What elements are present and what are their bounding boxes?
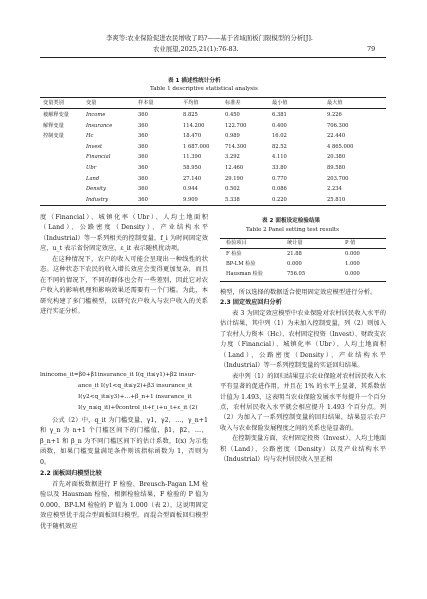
table-cell: 解释变量 xyxy=(43,122,64,129)
table-cell: 11.390 xyxy=(183,154,202,161)
table-cell: 9.909 xyxy=(183,196,198,203)
paragraph: 表中列（1）的回归结果显示农业保险对农村居民收入水平有显著的促进作用，并且在 1% 的水平上显著，其系数估计值为 1.493，这表明当农业保险发展水平每提升一个百分点，农村居民收入水平就会相应提升 1.493 个百分点。列（2）为加入了一系列控制变量的回归结果，结果显示农户收入与农业保险发展程度之间的关系也是显著的。 xyxy=(220,372,386,432)
table-cell: 203.700 xyxy=(327,175,349,182)
table2-bottom-rule xyxy=(220,281,386,282)
table-cell: 1 687.000 xyxy=(183,143,210,150)
table-cell: 360 xyxy=(138,154,148,161)
table-cell: 360 xyxy=(138,133,148,140)
table-cell: 被解释变量 xyxy=(43,112,69,118)
table-cell: 4.110 xyxy=(272,154,287,161)
table-cell: 82.52 xyxy=(272,143,287,150)
citation-line-1: 李爽等:农业保险促进农民增收了吗?——基于省域面板门限模型的分析[J]. xyxy=(106,34,313,42)
table-cell: 122.700 xyxy=(225,122,247,129)
section-heading: 2.2 面板回归模型比较 xyxy=(40,470,102,478)
table-header-cell: 样本量 xyxy=(138,100,154,106)
table-cell: 27.140 xyxy=(183,175,202,182)
paragraph: 公式（2）中，q_it 为门槛变量，γ1，γ2，…，γ_n+1 和 γ_n 为 n+1 个门槛区间下的门槛值，β1，β2，…，β_n+1 和 β_n 为不同门槛区间下的估计系数，I(x) 为示性函数，如果门槛变量满足条件则该指标函数为 1，否则为 0。 xyxy=(40,417,208,466)
table-cell: 89.580 xyxy=(327,165,346,171)
table-cell: 360 xyxy=(138,122,148,129)
table-cell: 756.05 xyxy=(287,271,306,277)
table-cell: 706.300 xyxy=(327,122,349,129)
table-cell: 2.234 xyxy=(327,186,342,193)
table2-caption-cn: 表 2 面板设定检验结果 xyxy=(262,218,321,224)
table-cell: 360 xyxy=(138,186,148,193)
table-cell: 360 xyxy=(138,196,148,203)
table-cell: 0.944 xyxy=(183,186,198,193)
header-rule xyxy=(40,57,386,58)
table-cell: 0.000 xyxy=(287,261,302,267)
table-cell: Insurance xyxy=(86,122,113,129)
table-cell: 0.770 xyxy=(272,175,287,182)
section-heading: 2.3 固定效应回归分析 xyxy=(220,299,282,307)
table-cell: 360 xyxy=(138,112,148,118)
table1-caption-en: Table 1 descriptive statistical analysis xyxy=(150,86,258,92)
table-header-cell: 变量类别 xyxy=(43,100,64,106)
paragraph: 表 3 为固定效应模型中农业保险对农村居民收入水平的估计结果，其中列（1）为未加入控制变量，列（2）则加入了农村人力资本（Hc）、农村固定投资（Invest）、财政支农力度（Financial）、城镇化率（Ubr）、人均土地面积（Land）、公路密度（Density）、产业结构水平（Industrial）等一系列控制变量的实证回归结果。 xyxy=(220,309,386,370)
equation-line: lnincome_it=β0+β1insurance_it I(q_it≤γ1)+β2 insur- xyxy=(40,372,196,378)
equation-line: ance_it I(γ1<q_it≤γ2)+β3 insurance_it xyxy=(78,383,193,389)
table-cell: 16.02 xyxy=(272,133,287,140)
table-header-cell: 变量 xyxy=(86,100,97,106)
table-cell: 1.000 xyxy=(345,261,360,267)
paragraph: 度（Financial）、城镇化率（Ubr）、人均土地面积（Land）、公路密度（Density）、产业结构水平（Industrial）等一系列相关的控制变量，f_i 为时间固定效应，u_t 表示省份固定效应，ε_it 表示随机扰动项。 xyxy=(40,214,208,253)
paragraph: 首先对面板数据进行 F 检验、Breusch-Pagan LM 检验以及 Hausman 检验，根据检验结果，F 检验的 P 值为 0.000，BP-LM 检验的 P 值为 1.000（表 2），这说明固定效应模型优于混合型面板回归模型，而混合型面板回归模型优于随机效应 xyxy=(40,480,208,530)
table-cell: Land xyxy=(86,175,100,182)
table-header-cell: 最小值 xyxy=(272,100,288,106)
table-cell: 360 xyxy=(138,143,148,150)
table-cell: 714.300 xyxy=(225,143,247,150)
table-cell: 360 xyxy=(138,165,148,171)
equation-line: I(γ_n≤q_it)+θcontrol_it+f_i+u_t+ε_it (2) xyxy=(78,405,198,411)
table-header-cell: P 值 xyxy=(345,240,356,246)
table1-caption-cn: 表 1 描述性统计分析 xyxy=(168,78,221,84)
table-cell: 3.292 xyxy=(225,154,240,161)
table-cell: 0.502 xyxy=(225,186,240,193)
table-header-cell: 检验项目 xyxy=(226,240,247,246)
table-header-cell: 最大值 xyxy=(327,100,343,106)
table-header-cell: 统计量 xyxy=(287,240,303,246)
paragraph: 在这种情况下，农户的收入可能会呈现出一种线性的状态。这种状态下农民的收入增长效应会变得更加复杂，而且在不同的情况下，不同的群体也会有一些差别，因此它对农户收入的影响机理和影响效果还需要有一个门槛。为此，本研究构建了多门槛模型，以研究农户收入与农户收入的关系进行实证分析。 xyxy=(40,255,208,316)
table-cell: 0.989 xyxy=(225,133,240,140)
table-cell: 22.440 xyxy=(327,133,346,140)
table2-caption-en: Table 2 Panel setting test results xyxy=(246,227,340,233)
table-cell: 21.88 xyxy=(287,251,302,257)
table-cell: BP-LM 检验 xyxy=(226,261,256,267)
table-cell: 0.000 xyxy=(345,251,360,257)
table-cell: Hc xyxy=(86,133,94,140)
table-cell: 0.400 xyxy=(272,122,287,129)
table-cell: Density xyxy=(86,186,106,193)
left-column xyxy=(40,213,208,318)
table-cell: 0.086 xyxy=(272,186,287,193)
table-header-cell: 标准差 xyxy=(225,100,241,106)
paragraph: 模型，所以选择的数据适合使用固定效应模型进行分析。 xyxy=(220,289,377,296)
table-cell: 控制变量 xyxy=(43,133,64,140)
table-cell: 0.450 xyxy=(225,112,240,118)
right-column xyxy=(220,288,386,466)
table-cell: 360 xyxy=(138,175,148,182)
table-cell: 58.950 xyxy=(183,165,202,171)
left-column-continued xyxy=(40,416,208,532)
table-cell: 20.380 xyxy=(327,154,346,161)
table-cell: 6.381 xyxy=(272,112,287,118)
table-cell: 18.470 xyxy=(183,133,202,140)
table-cell: Invest xyxy=(86,143,103,150)
table-cell: 0.000 xyxy=(345,271,360,277)
table-cell: Financial xyxy=(86,154,111,161)
citation-line-2: 农业展望,2025,21(1):76-83. xyxy=(153,45,239,53)
table-cell: Industry xyxy=(86,196,109,203)
table-cell: 114.200 xyxy=(183,122,205,129)
table-cell: 9.226 xyxy=(327,112,342,118)
table-cell: Income xyxy=(86,112,106,118)
table-cell: 4 865.000 xyxy=(327,143,354,150)
equation-line: I(γ2<q_it≤γ3)+…+β_n+1 insurance_it xyxy=(78,394,192,400)
table-cell: Ubr xyxy=(86,165,97,171)
page-number: 79 xyxy=(367,45,376,53)
table-cell: 8.825 xyxy=(183,112,198,118)
table-header-cell: 平均值 xyxy=(183,100,199,106)
table-cell: 5.338 xyxy=(225,196,240,203)
table-cell: 0.220 xyxy=(272,196,287,203)
table-cell: 29.190 xyxy=(225,175,244,182)
table-cell: 33.80 xyxy=(272,165,287,171)
paragraph: 在控制变量方面，农村固定投资（Invest）、人均土地面积（Land）、公路密度（Density）以及产业结构水平（Industrial）均与农村居民收入呈正相 xyxy=(220,435,386,464)
table-cell: Hausman 检验 xyxy=(226,271,263,277)
table-cell: 12.460 xyxy=(225,165,244,171)
table-cell: 25.810 xyxy=(327,196,346,203)
table-cell: F 检验 xyxy=(226,251,242,257)
